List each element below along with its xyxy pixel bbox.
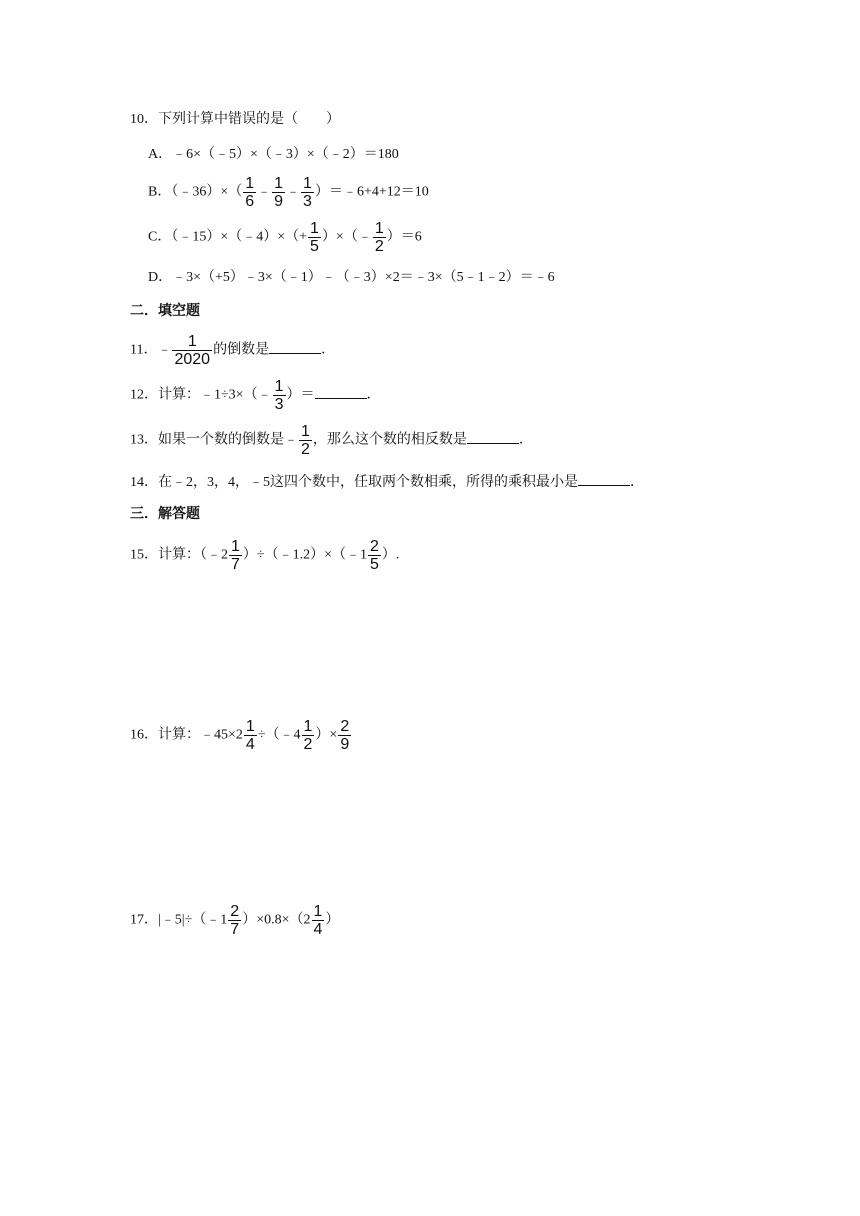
answer-blank[interactable] (269, 339, 321, 354)
text: ． (630, 475, 644, 490)
text: C．（﹣15）×（﹣4）×（+ (148, 229, 308, 245)
fraction (338, 718, 351, 753)
fraction (243, 175, 256, 210)
q14 (130, 471, 644, 493)
denominator: 2 (374, 238, 384, 255)
text: ﹣ (286, 184, 301, 200)
text: 13．如果一个数的倒数是﹣ (130, 432, 298, 448)
text: ）＝6 (386, 229, 422, 245)
fraction (301, 175, 314, 210)
numerator: 2 (230, 903, 240, 920)
answer-blank[interactable] (467, 429, 519, 444)
numerator: 1 (231, 538, 240, 555)
text: ﹣ (257, 184, 272, 200)
numerator: 1 (303, 718, 313, 735)
q10-stem: 10．下列计算中错误的是（ ） (130, 112, 340, 127)
text: 的倒数是 (213, 342, 270, 358)
fraction (244, 718, 257, 753)
text: ）×0.8×（2 (242, 912, 311, 928)
denominator: 9 (340, 736, 350, 753)
fraction (302, 718, 315, 753)
fraction (299, 423, 312, 458)
text: ）＝﹣6+4+12＝10 (314, 184, 429, 200)
text: 16．计算：﹣45×2 (130, 727, 243, 743)
q10-option-d: D．﹣3×（+5）﹣3×（﹣1）﹣（﹣3）×2＝﹣3×（5﹣1﹣2）＝﹣6 (148, 270, 555, 285)
fraction (172, 333, 212, 368)
numerator: 1 (310, 220, 319, 237)
denominator: 7 (231, 556, 240, 573)
fraction (229, 538, 242, 573)
text: ）×（﹣ (321, 229, 372, 245)
numerator: 2 (340, 718, 350, 735)
denominator: 5 (370, 556, 379, 573)
numerator: 1 (274, 175, 284, 192)
denominator: 4 (245, 736, 255, 753)
denominator: 3 (274, 396, 284, 413)
text: ． (518, 432, 533, 448)
fraction (312, 903, 325, 938)
numerator: 1 (313, 903, 323, 920)
numerator: 1 (187, 333, 197, 350)
numerator: 1 (245, 175, 255, 192)
text: ，那么这个数的相反数是 (312, 432, 467, 448)
denominator: 7 (230, 921, 240, 938)
fraction (308, 220, 321, 255)
numerator: 2 (370, 538, 379, 555)
text: ）÷（﹣1.2）×（﹣1 (242, 547, 367, 563)
text: 11．﹣ (130, 342, 172, 358)
denominator: 5 (310, 238, 319, 255)
text: 17．|﹣5|÷（﹣1 (130, 912, 228, 928)
section-heading-solve: 三．解答题 (130, 507, 200, 522)
denominator: 2 (301, 441, 310, 458)
q10-option-b (148, 175, 429, 210)
text: 12．计算：﹣1÷3×（﹣ (130, 387, 272, 403)
numerator: 1 (274, 378, 284, 395)
q17 (130, 903, 339, 938)
text: ． (321, 342, 336, 358)
text: 15．计算：（﹣2 (130, 547, 228, 563)
numerator: 1 (303, 175, 312, 192)
answer-blank[interactable] (315, 384, 367, 399)
fraction (368, 538, 381, 573)
section-heading-fill-in: 二．填空题 (130, 304, 200, 319)
numerator: 1 (301, 423, 310, 440)
text: ）＝ (286, 387, 315, 403)
answer-blank[interactable] (578, 471, 630, 486)
denominator: 4 (313, 921, 323, 938)
text: ）. (381, 547, 400, 563)
denominator: 3 (303, 193, 312, 210)
text: B．（﹣36）×（ (148, 184, 243, 200)
q16 (130, 718, 352, 753)
text: ）× (315, 727, 338, 743)
numerator: 1 (245, 718, 255, 735)
denominator: 2020 (174, 351, 211, 368)
denominator: 6 (245, 193, 255, 210)
fraction (272, 175, 285, 210)
q13 (130, 423, 533, 458)
q10-option-a: A．﹣6×（﹣5）×（﹣3）×（﹣2）＝180 (148, 147, 399, 162)
fraction (373, 220, 386, 255)
q15 (130, 538, 399, 573)
denominator: 2 (303, 736, 313, 753)
q10-option-c (148, 220, 422, 255)
q12 (130, 378, 381, 413)
fraction (228, 903, 241, 938)
text: 14．在﹣2，3，4，﹣5这四个数中，任取两个数相乘，所得的乘积最小是 (130, 475, 578, 490)
text: ． (366, 387, 381, 403)
q11 (130, 333, 335, 368)
text: ÷（﹣4 (257, 727, 301, 743)
denominator: 9 (274, 193, 284, 210)
text: ） (325, 912, 340, 928)
fraction (273, 378, 286, 413)
numerator: 1 (374, 220, 384, 237)
